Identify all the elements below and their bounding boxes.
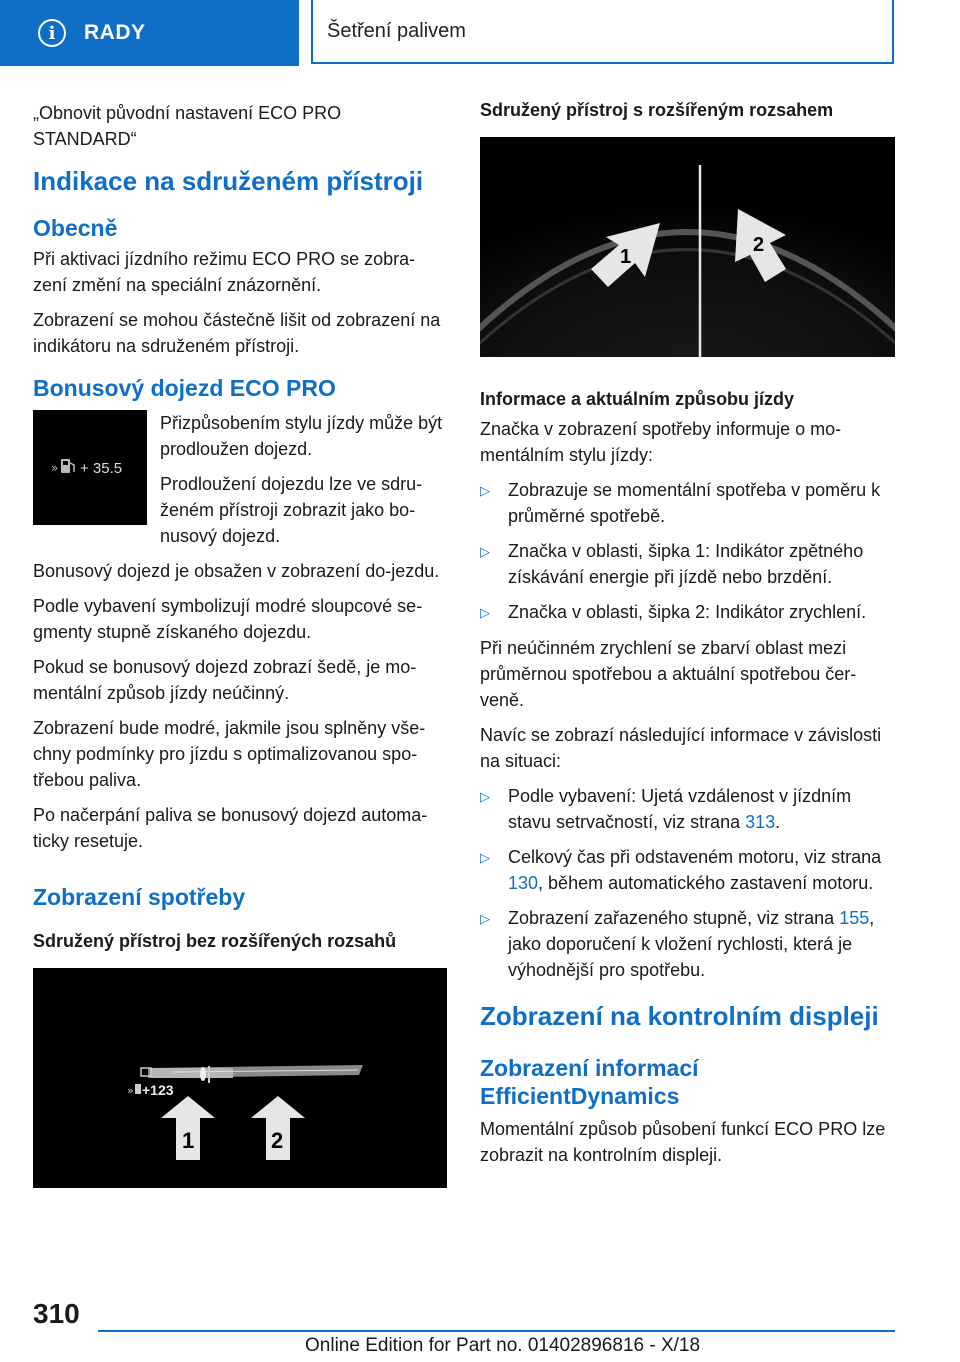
chapter-title: Šetření palivem	[327, 19, 466, 42]
heading-efficientdynamics: Zobrazení informací EfficientDynamics	[480, 1055, 699, 1109]
list-item: ▷ Celkový čas při odstaveném motoru, viz strana 130, během automatického zastavení motoru.	[480, 847, 882, 893]
bonus-paragraph-2: Prodloužení dojezdu lze ve sdru-ženém přístroji zobrazit jako bo-nusový dojezd.	[160, 474, 423, 546]
page-link-155[interactable]: 155	[839, 908, 870, 928]
bonus-range-illustration	[33, 410, 147, 525]
heading-consumption: Zobrazení spotřeby	[33, 884, 246, 910]
general-paragraph-1: Při aktivaci jízdního režimu ECO PRO se zobra-zení změní na speciální znázornění.	[33, 249, 416, 295]
info-paragraph-3: Navíc se zobrazí následující informace v závislosti na situaci:	[480, 725, 882, 771]
info-paragraph-2: Při neúčinném zrychlení se zbarví oblast mezi průměrnou spotřebou a aktuální spotřebou čer-veně.	[480, 638, 857, 710]
page-number: 310	[33, 1298, 80, 1329]
list-item: ▷ Podle vybavení: Ujetá vzdálenost v jízdním stavu setrvačností, viz strana 313.	[480, 786, 852, 832]
left-column	[33, 100, 447, 1188]
bonus-paragraph-3: Bonusový dojezd je obsažen v zobrazení do-jezdu.	[33, 561, 440, 581]
bonus-paragraph-7: Po načerpání paliva se bonusový dojezd automa-ticky resetuje.	[33, 805, 428, 851]
control-display-paragraph: Momentální způsob působení funkcí ECO PRO lze zobrazit na kontrolním displeji.	[480, 1119, 886, 1165]
bonus-paragraph-1: Přizpůsobením stylu jízdy může být prodloužen dojezd.	[160, 413, 443, 459]
list-item: ▷ Zobrazení zařazeného stupně, viz strana 155, jako doporučení k vložení rychlosti, která je výhodnější pro spotřebu.	[480, 908, 875, 980]
bonus-range-figure	[33, 410, 147, 525]
consumption-illustration-extended	[480, 137, 895, 357]
bonus-paragraph-6: Zobrazení bude modré, jakmile jsou splněny vše-chny podmínky pro jízdu s optimalizovanou spo-třebou paliva.	[33, 718, 426, 790]
chevrons-icon: »	[51, 461, 59, 475]
info-icon: i	[38, 19, 66, 47]
heading-with-extended: Sdružený přístroj s rozšířeným rozsahem	[480, 100, 834, 120]
heading-control-display: Zobrazení na kontrolním displeji	[480, 1001, 879, 1031]
consumption-illustration-standard	[33, 968, 447, 1188]
consumption-figure-standard	[33, 968, 447, 1188]
chapter-tab	[311, 0, 894, 64]
list-item: ▷ Značka v oblasti, šipka 1: Indikátor zpětného získávání energie při jízdě nebo brzdění.	[480, 541, 864, 587]
heading-instrument-cluster: Indikace na sdruženém přístroji	[33, 166, 424, 196]
edition-note: Online Edition for Part no. 01402896816 - X/18	[305, 1335, 701, 1356]
range-value: +123	[142, 1082, 174, 1098]
consumption-figure-extended	[480, 137, 895, 357]
info-paragraph-1: Značka v zobrazení spotřeby informuje o mo-mentálním stylu jízdy:	[480, 419, 842, 465]
list-item: ▷ Zobrazuje se momentální spotřeba v poměru k průměrné spotřebě.	[480, 480, 881, 526]
arrow-2-label: 2	[271, 1128, 284, 1153]
list-item: ▷ Značka v oblasti, šipka 2: Indikátor zrychlení.	[480, 602, 867, 622]
page-link-130[interactable]: 130	[508, 873, 539, 893]
footer-divider	[98, 1330, 895, 1332]
general-paragraph-2: Zobrazení se mohou částečně lišit od zobrazení na indikátoru na sdruženém přístroji.	[33, 310, 441, 356]
bonus-paragraph-4: Podle vybavení symbolizují modré sloupcové se-gmenty stupně získaného dojezdu.	[33, 596, 423, 642]
right-column	[480, 100, 895, 1177]
heading-bonus-range: Bonusový dojezd ECO PRO	[33, 375, 336, 401]
arrow-1-label: 1	[620, 246, 632, 268]
page-header	[0, 0, 960, 66]
arrow-1-label: 1	[182, 1128, 195, 1153]
fuel-pump-icon	[135, 1084, 141, 1094]
consumption-marker	[200, 1067, 206, 1081]
section-tab	[0, 0, 299, 66]
heading-general: Obecně	[33, 215, 118, 241]
bonus-paragraph-5: Pokud se bonusový dojezd zobrazí šedě, je mo-mentální způsob jízdy neúčinný.	[33, 657, 417, 703]
page-link-313[interactable]: 313	[745, 812, 776, 832]
heading-driving-info: Informace a aktuálním způsobu jízdy	[480, 389, 795, 409]
intro-text: „Obnovit původní nastavení ECO PRO STANDARD“	[33, 103, 342, 149]
chevrons-icon: »	[127, 1084, 134, 1097]
arrow-2-label: 2	[753, 234, 765, 256]
bonus-block	[33, 410, 447, 558]
heading-without-extended: Sdružený přístroj bez rozšířených rozsahů	[33, 931, 397, 951]
section-label: RADY	[84, 21, 146, 44]
bonus-range-value: + 35.5	[80, 460, 123, 477]
